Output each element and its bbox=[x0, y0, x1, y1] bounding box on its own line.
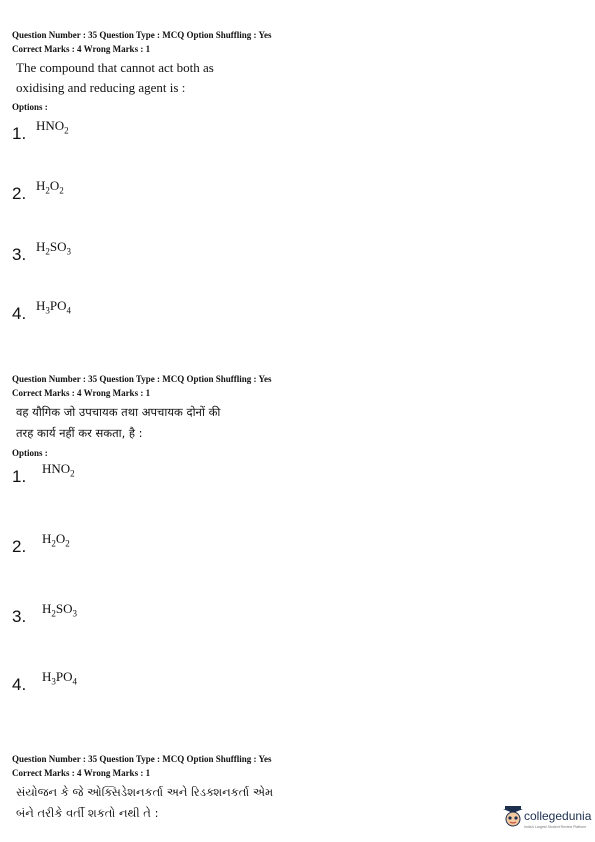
option-formula bbox=[36, 239, 71, 257]
marks-meta-line: Correct Marks : 4 Wrong Marks : 1 bbox=[12, 44, 151, 54]
graduate-mascot-icon bbox=[502, 805, 524, 829]
formula-subscript: 4 bbox=[66, 305, 72, 316]
logo-name: collegedunia bbox=[524, 809, 592, 823]
question-text-line: तरह कार्य नहीं कर सकता, है : bbox=[16, 426, 143, 440]
question-meta-line: Question Number : 35 Question Type : MCQ Option Shuffling : Yes bbox=[12, 30, 272, 40]
option-formula bbox=[36, 178, 64, 196]
option-number: 3. bbox=[12, 607, 27, 626]
options-list-english bbox=[12, 118, 582, 323]
question-text-line: oxidising and reducing agent is : bbox=[16, 80, 186, 95]
formula-subscript: 2 bbox=[65, 538, 70, 549]
option-number: 3. bbox=[12, 245, 27, 264]
formula-subscript: 2 bbox=[64, 125, 69, 136]
logo-tagline: India's Largest Student Review Platform bbox=[524, 825, 587, 829]
question-block-english bbox=[12, 28, 582, 112]
option-formula bbox=[42, 601, 77, 619]
question-text bbox=[12, 402, 582, 444]
option-2 bbox=[12, 178, 312, 208]
option-formula bbox=[42, 531, 70, 549]
question-meta-line: Question Number : 35 Question Type : MCQ Option Shuffling : Yes bbox=[12, 754, 272, 764]
question-text bbox=[12, 58, 582, 98]
options-label: Options : bbox=[12, 102, 48, 112]
option-number: 1. bbox=[12, 124, 27, 143]
formula-subscript: 3 bbox=[45, 305, 50, 316]
option-formula bbox=[42, 669, 77, 687]
option-number: 2. bbox=[12, 184, 27, 203]
option-4 bbox=[12, 669, 312, 699]
option-formula bbox=[36, 298, 71, 316]
formula-part: H bbox=[36, 178, 46, 193]
collegedunia-logo bbox=[502, 803, 594, 837]
option-number: 4. bbox=[12, 304, 27, 323]
formula-subscript: 2 bbox=[59, 185, 64, 196]
formula-part: O bbox=[55, 531, 66, 546]
formula-part: H bbox=[36, 239, 46, 254]
option-number: 1. bbox=[12, 467, 27, 486]
option-2 bbox=[12, 531, 312, 561]
formula-part: PO bbox=[49, 298, 67, 313]
formula-subscript: 2 bbox=[45, 185, 50, 196]
marks-meta-line: Correct Marks : 4 Wrong Marks : 1 bbox=[12, 768, 151, 778]
formula-part: H bbox=[42, 669, 52, 684]
question-text-line: બંને તરીકે વર્તી શકતો નથી તે : bbox=[16, 806, 159, 820]
options-list-hindi bbox=[12, 461, 582, 694]
option-number: 2. bbox=[12, 537, 27, 556]
option-1 bbox=[12, 118, 312, 148]
options-label: Options : bbox=[12, 448, 48, 458]
formula-subscript: 2 bbox=[51, 538, 56, 549]
marks-meta-line: Correct Marks : 4 Wrong Marks : 1 bbox=[12, 388, 151, 398]
formula-subscript: 2 bbox=[45, 246, 50, 257]
formula-part: HNO bbox=[36, 118, 65, 133]
option-3 bbox=[12, 601, 312, 631]
question-text-line: સંયોજન કે જે ઓક્સિડેશનકર્તા અને રિડક્શનકર્તા એમ bbox=[16, 785, 274, 799]
formula-part: O bbox=[49, 178, 60, 193]
formula-part: SO bbox=[49, 239, 67, 254]
formula-subscript: 3 bbox=[51, 676, 56, 687]
formula-subscript: 4 bbox=[72, 676, 78, 687]
question-text-line: The compound that cannot act both as bbox=[16, 60, 214, 75]
option-formula bbox=[42, 461, 75, 479]
formula-part: H bbox=[36, 298, 46, 313]
question-meta-line: Question Number : 35 Question Type : MCQ Option Shuffling : Yes bbox=[12, 374, 272, 384]
formula-part: H bbox=[42, 531, 52, 546]
formula-subscript: 3 bbox=[66, 246, 72, 257]
formula-subscript: 3 bbox=[72, 608, 78, 619]
formula-part: HNO bbox=[42, 461, 71, 476]
question-text-line: वह यौगिक जो उपचायक तथा अपचायक दोनों की bbox=[16, 405, 221, 419]
formula-part: SO bbox=[55, 601, 73, 616]
formula-subscript: 2 bbox=[70, 468, 75, 479]
formula-part: H bbox=[42, 601, 52, 616]
question-block-gujarati bbox=[12, 752, 582, 824]
option-formula bbox=[36, 118, 69, 136]
option-1 bbox=[12, 461, 312, 491]
option-number: 4. bbox=[12, 675, 27, 694]
formula-part: PO bbox=[55, 669, 73, 684]
question-text bbox=[12, 782, 582, 824]
question-block-hindi bbox=[12, 372, 582, 458]
option-3 bbox=[12, 239, 312, 269]
formula-subscript: 2 bbox=[51, 608, 56, 619]
option-4 bbox=[12, 298, 312, 328]
